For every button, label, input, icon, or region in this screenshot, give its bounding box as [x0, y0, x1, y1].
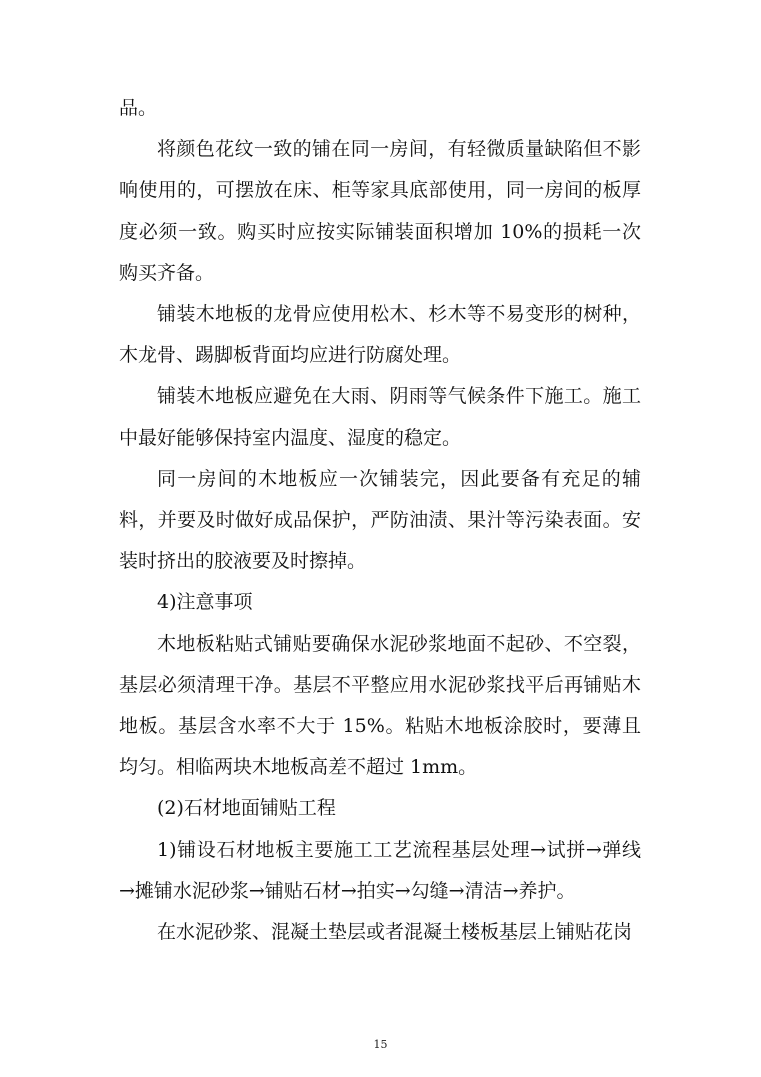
paragraph-adhesive-installation: 木地板粘贴式铺贴要确保水泥砂浆地面不起砂、不空裂，基层必须清理干净。基层不平整应用水泥砂浆找平后再铺贴木地板。基层含水率不大于 15%。粘贴木地板涂胶时，要薄且均匀。相临两块木地板高差不超过 1mm。 — [119, 632, 641, 779]
section-heading-stone-floor: (2)石材地面铺贴工程 — [157, 797, 336, 820]
paragraph-wood-floor-color-and-purchase: 将颜色花纹一致的铺在同一房间，有轻微质量缺陷但不影响使用的，可摆放在床、柜等家具底部使用，同一房间的板厚度必须一致。购买时应按实际铺装面积增加 10%的损耗一次购买齐备。 — [119, 138, 641, 284]
paragraph-continuation: 品。 — [119, 97, 158, 119]
paragraph-same-room-installation: 同一房间的木地板应一次铺装完，因此要备有充足的辅料，并要及时做好成品保护，严防油渍、果汁等污染表面。安装时挤出的胶液要及时擦掉。 — [119, 467, 641, 573]
page-number: 15 — [373, 1038, 388, 1051]
paragraph-weather-conditions: 铺装木地板应避免在大雨、阴雨等气候条件下施工。施工中最好能够保持室内温度、湿度的稳定。 — [119, 385, 641, 449]
paragraph-stone-base-layer: 在水泥砂浆、混凝土垫层或者混凝土楼板基层上铺贴花岗 — [157, 921, 633, 944]
paragraph-stone-process-flow: 1)铺设石材地板主要施工工艺流程基层处理→试拼→弹线→摊铺水泥砂浆→铺贴石材→拍实→勾缝→清洁→养护。 — [119, 838, 641, 902]
document-body — [119, 88, 641, 953]
paragraph-wood-keel-material: 铺装木地板的龙骨应使用松木、杉木等不易变形的树种，木龙骨、踢脚板背面均应进行防腐处理。 — [119, 303, 641, 367]
section-heading-notes: 4)注意事项 — [157, 591, 253, 614]
